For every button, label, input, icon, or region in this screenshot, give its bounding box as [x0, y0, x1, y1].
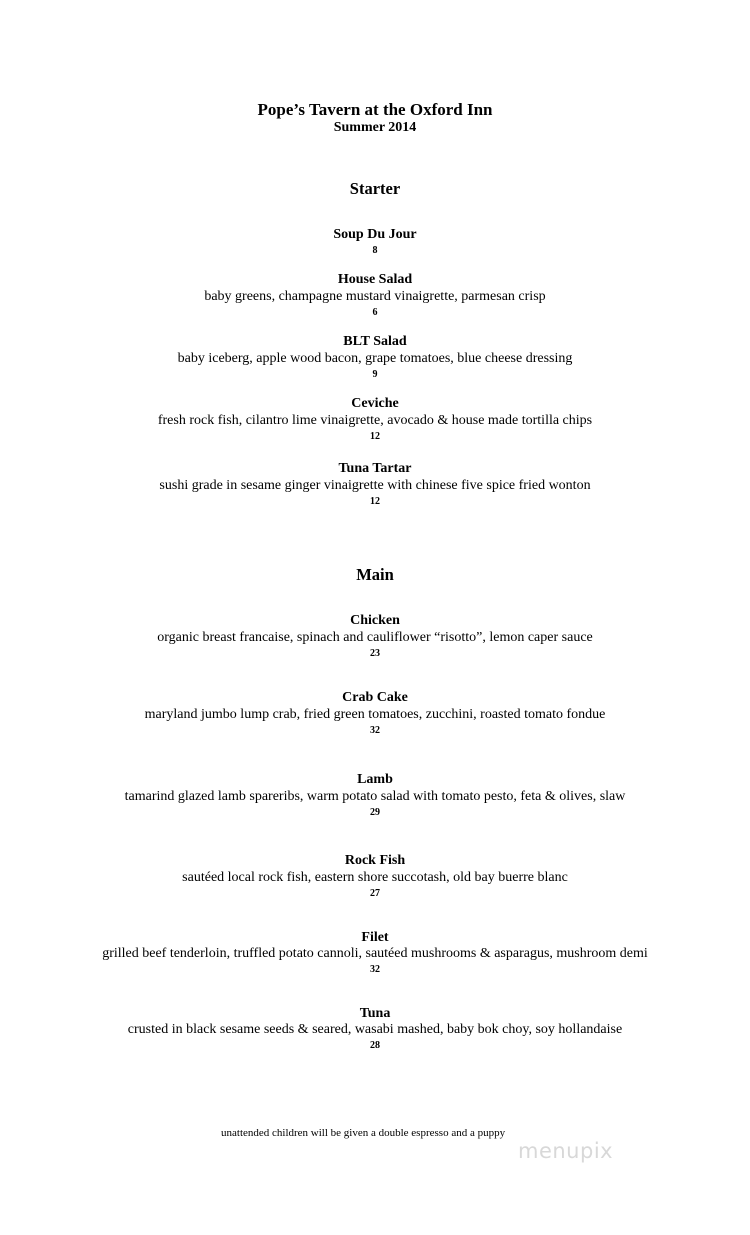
footer-note: unattended children will be given a double espresso and a puppy: [221, 1127, 506, 1139]
menu-item-name: Rock Fish: [344, 853, 406, 868]
restaurant-name: Pope’s Tavern at the Oxford Inn: [257, 100, 493, 119]
section-heading-main: Main: [356, 565, 394, 584]
menu-item-price: 12: [370, 431, 380, 442]
menu-item-description: grilled beef tenderloin, truffled potato cannoli, sautéed mushrooms & asparagus, mushroom demi: [102, 946, 648, 961]
menu-item-description: crusted in black sesame seeds & seared, wasabi mashed, baby bok choy, soy hollandaise: [127, 1022, 623, 1037]
section-heading-starter: Starter: [349, 179, 401, 198]
menu-item-name: Tuna: [359, 1006, 391, 1021]
menu-item-description: sushi grade in sesame ginger vinaigrette with chinese five spice fried wonton: [159, 478, 591, 493]
watermark-logo: menupix: [518, 1139, 614, 1163]
menu-item-name: Filet: [361, 930, 389, 945]
menu-item-description: sautéed local rock fish, eastern shore succotash, old bay buerre blanc: [182, 870, 568, 885]
menu-item-price: 23: [370, 648, 380, 659]
menu-item-name: Ceviche: [351, 396, 399, 411]
menu-item-price: 32: [370, 964, 380, 975]
menu-item-name: BLT Salad: [343, 334, 407, 349]
menu-item-name: Chicken: [350, 613, 400, 628]
menu-item-description: baby greens, champagne mustard vinaigrette, parmesan crisp: [204, 289, 546, 304]
menu-item-price: 6: [372, 307, 378, 318]
menu-item-price: 28: [370, 1040, 380, 1051]
menu-item-name: Soup Du Jour: [333, 227, 417, 242]
menu-item-description: fresh rock fish, cilantro lime vinaigrette, avocado & house made tortilla chips: [157, 413, 593, 428]
menu-item-price: 29: [370, 807, 380, 818]
menu-item-description: baby iceberg, apple wood bacon, grape tomatoes, blue cheese dressing: [177, 351, 573, 366]
menu-item-name: Lamb: [357, 772, 393, 787]
menu-item-price: 27: [370, 888, 380, 899]
menu-item-name: House Salad: [337, 272, 413, 287]
menu-season: Summer 2014: [333, 120, 417, 135]
menu-item-description: organic breast francaise, spinach and cauliflower “risotto”, lemon caper sauce: [157, 630, 593, 645]
menu-item-price: 12: [370, 496, 380, 507]
menu-item-price: 32: [370, 725, 380, 736]
menu-item-price: 9: [372, 369, 378, 380]
menu-item-description: maryland jumbo lump crab, fried green tomatoes, zucchini, roasted tomato fondue: [144, 707, 606, 722]
menu-item-name: Crab Cake: [342, 690, 408, 705]
menu-item-name: Tuna Tartar: [338, 461, 412, 476]
menu-item-price: 8: [372, 245, 378, 256]
menu-item-description: tamarind glazed lamb spareribs, warm potato salad with tomato pesto, feta & olives, slaw: [124, 789, 626, 804]
